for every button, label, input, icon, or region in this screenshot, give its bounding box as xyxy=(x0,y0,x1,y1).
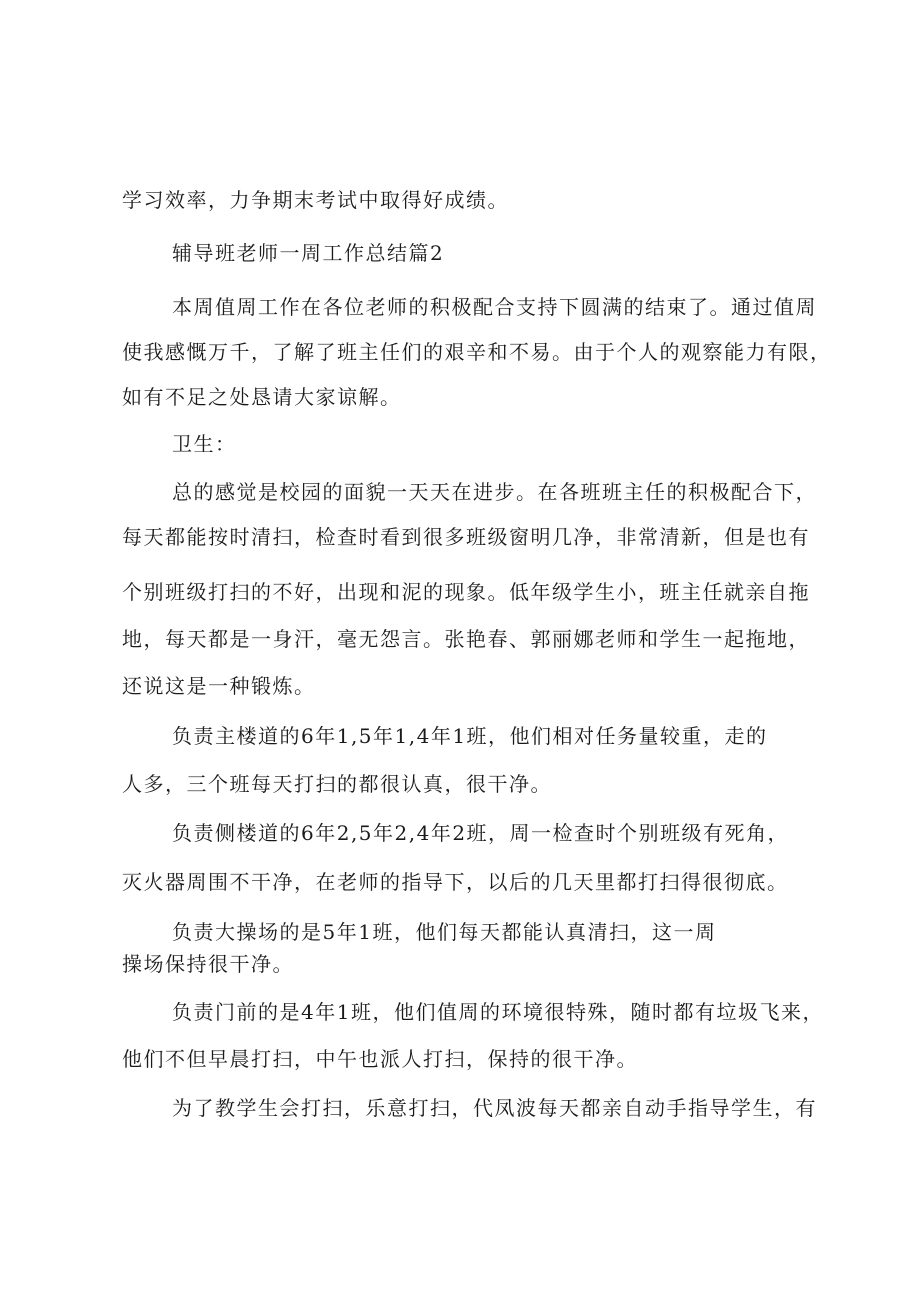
text-line: 负责大操场的是5年1班，他们每天都能认真清扫，这一周 xyxy=(172,920,717,944)
text-line: 使我感慨万千，了解了班主任们的艰辛和不易。由于个人的观察能力有限， xyxy=(122,340,832,364)
text-line: 灭火器周围不干净，在老师的指导下，以后的几天里都打扫得很彻底。 xyxy=(122,870,789,894)
text-line: 操场保持很干净。 xyxy=(122,952,294,976)
text-line: 每天都能按时清扫，检查时看到很多班级窗明几净，非常清新，但是也有 xyxy=(122,525,810,549)
subheading: 卫生： xyxy=(172,432,237,456)
text-line: 如有不足之处恳请大家谅解。 xyxy=(122,385,402,409)
text-line: 负责侧楼道的6年2,5年2,4年2班，周一检查时个别班级有死角， xyxy=(172,821,790,845)
text-line: 还说这是一种锻炼。 xyxy=(122,674,316,698)
text-line: 学习效率，力争期末考试中取得好成绩。 xyxy=(122,188,509,212)
text-line: 本周值周工作在各位老师的积极配合支持下圆满的结束了。通过值周 xyxy=(172,295,817,319)
section-heading: 辅导班老师一周工作总结篇2 xyxy=(172,241,445,265)
text-line: 负责门前的是4年1班，他们值周的环境很特殊，随时都有垃圾飞来， xyxy=(172,1000,824,1024)
text-line: 总的感觉是校园的面貌一天天在进步。在各班班主任的积极配合下， xyxy=(172,480,817,504)
text-line: 他们不但早晨打扫，中午也派人打扫，保持的很干净。 xyxy=(122,1047,638,1071)
text-line: 个别班级打扫的不好，出现和泥的现象。低年级学生小，班主任就亲自拖 xyxy=(122,580,810,604)
text-line: 地，每天都是一身汗，毫无怨言。张艳春、郭丽娜老师和学生一起拖地， xyxy=(122,627,810,651)
text-line: 为了教学生会打扫，乐意打扫，代凤波每天都亲自动手指导学生，有 xyxy=(172,1096,817,1120)
text-line: 负责主楼道的6年1,5年1,4年1班，他们相对任务量较重，走的 xyxy=(172,724,768,748)
text-line: 人多，三个班每天打扫的都很认真，很干净。 xyxy=(122,772,552,796)
